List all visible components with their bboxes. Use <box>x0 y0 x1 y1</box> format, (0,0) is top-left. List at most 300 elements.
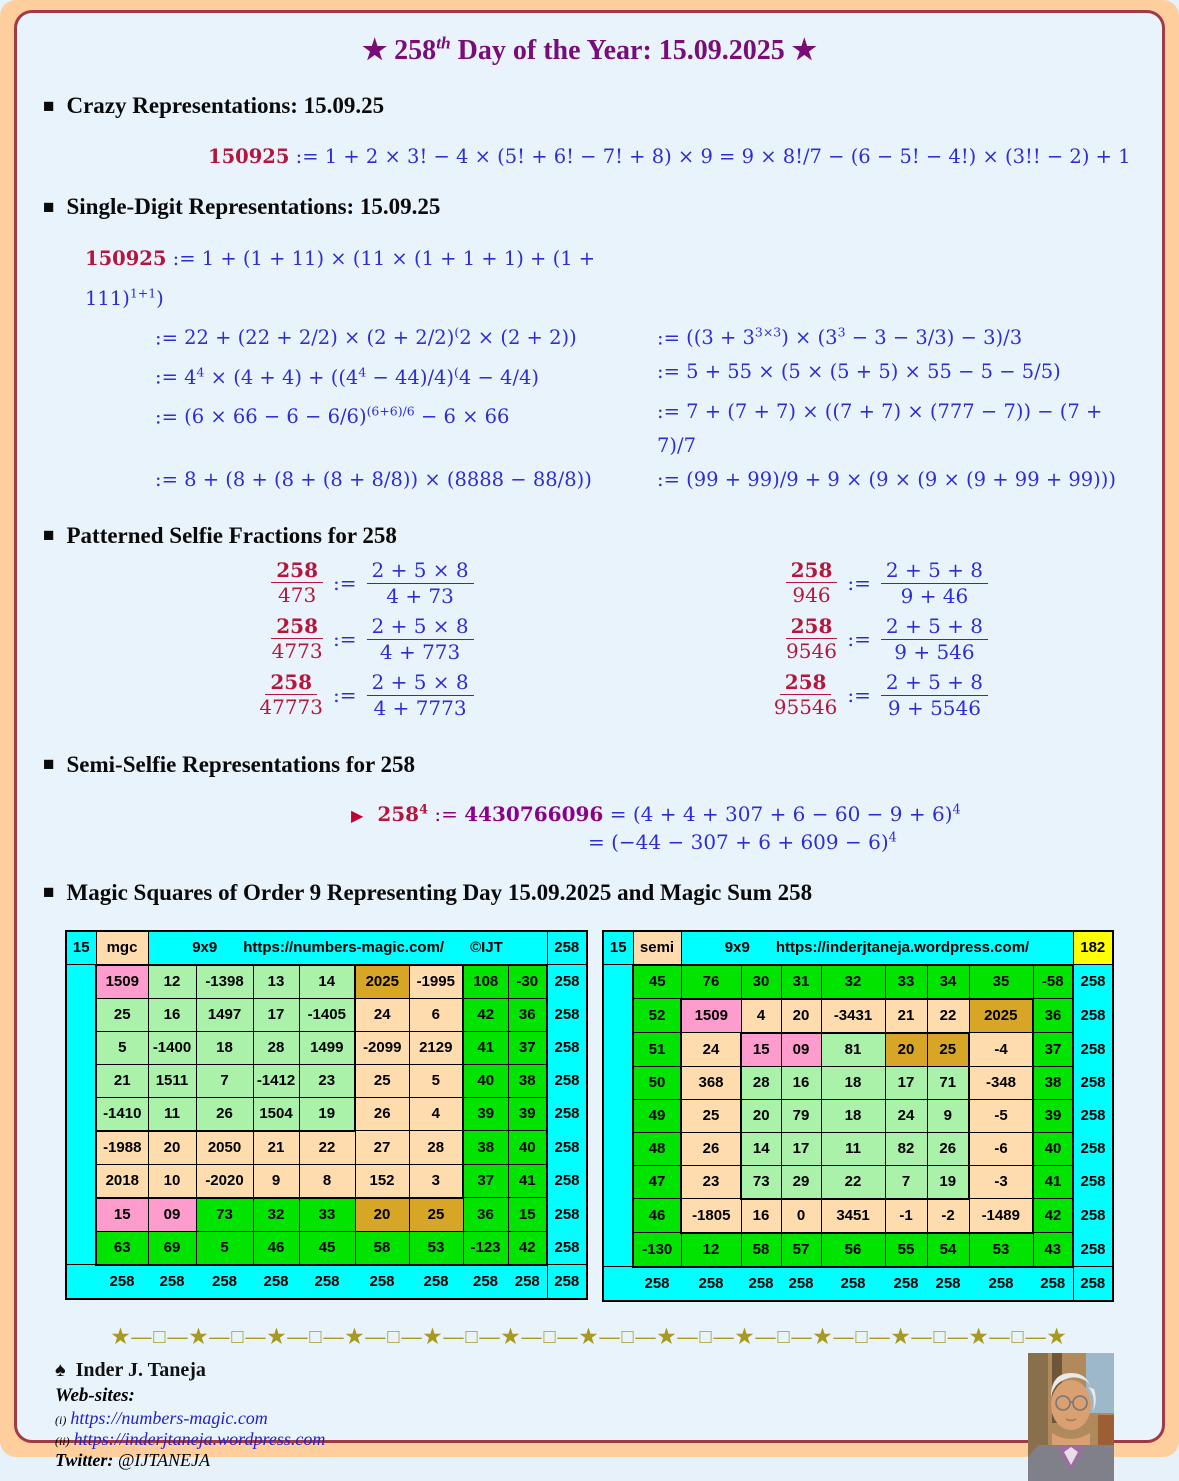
magic-title-part: 9x9 <box>724 939 750 956</box>
fraction-denominator: 4 + 773 <box>379 639 461 664</box>
assign-symbol: := <box>155 405 178 428</box>
magic-cell: 10 <box>148 1164 196 1198</box>
magic-cell: 34 <box>927 965 969 999</box>
magic-cell: 33 <box>299 1198 355 1232</box>
magic-cell: 2018 <box>96 1164 148 1198</box>
magic-cell: 17 <box>253 998 299 1031</box>
magic-row-sum: 258 <box>547 1231 587 1265</box>
selfie-fractions-block <box>43 553 1136 726</box>
sd-expression: $1 + (1 + 11) \times (11 \times (1 + 1 + 1) + (1 + 111)^{1+1})$ <box>85 247 596 310</box>
magic-left-pad <box>66 1031 96 1064</box>
magic-cell: 71 <box>927 1066 969 1099</box>
magic-cell: 152 <box>355 1164 409 1198</box>
semi-selfie-line-2 <box>588 830 1136 854</box>
magic-footer-row <box>603 1267 1113 1301</box>
magic-row <box>603 965 1113 999</box>
magic-cell: -1398 <box>196 965 253 999</box>
magic-cell: 22 <box>821 1165 885 1199</box>
assign-symbol: := <box>155 467 178 491</box>
magic-cell: 12 <box>148 965 196 999</box>
fraction-numerator: 2 + 5 + 8 <box>881 614 988 640</box>
magic-row <box>66 998 587 1031</box>
magic-cell: 53 <box>969 1233 1033 1267</box>
magic-cell: 24 <box>681 1033 741 1067</box>
magic-cell: 14 <box>741 1132 781 1165</box>
magic-sum-header: 182 <box>1073 931 1113 965</box>
document-card <box>14 10 1165 1470</box>
star-divider: ★—□—★—□—★—□—★—□—★—□—★—□—★—□—★—□—★—□—★—□—★—□—★—□—★ <box>111 1325 1068 1348</box>
magic-cell: 26 <box>196 1097 253 1131</box>
magic-left-pad <box>603 1199 633 1233</box>
magic-cell: 47 <box>633 1165 681 1199</box>
magic-cell: 21 <box>885 999 927 1033</box>
magic-row <box>66 965 587 999</box>
magic-cell: 32 <box>821 965 885 999</box>
magic-row-sum: 258 <box>547 1198 587 1232</box>
magic-cell: 53 <box>409 1231 463 1265</box>
magic-left-pad <box>603 1267 633 1301</box>
magic-cell: 48 <box>633 1132 681 1165</box>
magic-cell: 5 <box>409 1064 463 1097</box>
sd-expression: $(6 \times 66 - 6 - 6/6)^{(6+6)/6} - 6 \times 66$ <box>184 403 510 428</box>
square-bullet-icon: ■ <box>43 525 55 546</box>
crazy-equation <box>208 145 1136 168</box>
magic-cell: -1489 <box>969 1199 1033 1233</box>
magic-left-pad <box>66 1097 96 1131</box>
magic-cell: -1805 <box>681 1199 741 1233</box>
magic-cell: -1405 <box>299 998 355 1031</box>
magic-row <box>603 999 1113 1033</box>
selfie-fraction-row <box>211 558 474 609</box>
magic-cell: 54 <box>927 1233 969 1267</box>
magic-cell: 46 <box>633 1199 681 1233</box>
magic-cell: 21 <box>253 1131 299 1165</box>
link-index: (ii) <box>55 1433 70 1448</box>
fraction-numerator: 2 + 5 + 8 <box>881 670 988 696</box>
crazy-body: 1 + 2 × 3! − 4 × (5! + 6! − 7! + 8) × 9 = 9 × 8!/7 − (6 − 5! − 4!) × (3!! − 2) + 1 <box>324 145 1131 168</box>
author-photo <box>1028 1353 1114 1481</box>
heading-selfie-label: Patterned Selfie Fractions for 258 <box>66 522 397 548</box>
twitter-handle: @IJTANEJA <box>117 1449 211 1470</box>
sd-right-row <box>657 316 1136 356</box>
magic-row <box>66 1064 587 1097</box>
magic-row-sum: 258 <box>1073 1165 1113 1199</box>
magic-cell: 1511 <box>148 1064 196 1097</box>
magic-cell: 25 <box>927 1033 969 1067</box>
magic-cell: 33 <box>885 965 927 999</box>
magic-title <box>681 931 1073 965</box>
magic-cell: 43 <box>1033 1233 1073 1267</box>
assign-symbol: := <box>333 683 357 707</box>
magic-cell: 0 <box>781 1199 821 1233</box>
magic-cell: -1988 <box>96 1131 148 1165</box>
magic-cell: 37 <box>463 1164 508 1198</box>
sd-expression: 8 + (8 + (8 + (8 + 8/8)) × (8888 − 88/8)) <box>184 467 592 491</box>
magic-cell: 24 <box>885 1099 927 1132</box>
assign-symbol: := <box>333 571 357 595</box>
fraction-numerator: 258 <box>780 670 832 695</box>
magic-row <box>603 1165 1113 1199</box>
magic-cell: 69 <box>148 1231 196 1265</box>
magic-title-part: ©IJT <box>470 939 503 956</box>
fraction-numerator: 2 + 5 × 8 <box>367 614 474 640</box>
magic-cell: 22 <box>927 999 969 1033</box>
magic-cell: 23 <box>299 1064 355 1097</box>
magic-left-pad <box>603 1033 633 1067</box>
magic-row <box>66 1097 587 1131</box>
document-content <box>17 13 1162 1471</box>
magic-table-mgc <box>65 930 588 1302</box>
magic-cell: 31 <box>781 965 821 999</box>
page-title <box>43 33 1136 67</box>
rhs-fraction <box>881 558 988 609</box>
magic-cell: 38 <box>508 1064 547 1097</box>
lhs-fraction <box>259 670 323 720</box>
magic-cell: -1410 <box>96 1097 148 1131</box>
magic-cell: -123 <box>463 1231 508 1265</box>
author-name: Inder J. Taneja <box>75 1358 206 1381</box>
title-post: Day of the Year: 15.09.2025 ★ <box>450 35 817 66</box>
magic-cell: 3451 <box>821 1199 885 1233</box>
rhs-fraction <box>367 670 474 721</box>
magic-table-semi <box>602 930 1114 1302</box>
magic-cell: 5 <box>196 1231 253 1265</box>
assign-symbol: := <box>657 326 680 349</box>
assign-symbol: := <box>657 467 680 491</box>
magic-cell: 3 <box>409 1164 463 1198</box>
spade-icon: ♠ <box>55 1358 66 1381</box>
magic-cell: 39 <box>1033 1099 1073 1132</box>
fraction-denominator: 47773 <box>259 695 323 719</box>
magic-cell: 19 <box>927 1165 969 1199</box>
magic-cell: 18 <box>821 1099 885 1132</box>
magic-row <box>66 1164 587 1198</box>
magic-cell: 45 <box>299 1231 355 1265</box>
magic-row-sum: 258 <box>547 1097 587 1131</box>
twitter-label: Twitter: <box>55 1449 114 1470</box>
magic-cell: 26 <box>355 1097 409 1131</box>
fraction-denominator: 473 <box>278 583 317 607</box>
magic-row-sum: 258 <box>1073 1233 1113 1267</box>
assign-symbol: := <box>657 360 680 383</box>
magic-cell: 11 <box>821 1132 885 1165</box>
magic-row <box>66 1231 587 1265</box>
magic-col-sum: 258 <box>633 1267 681 1301</box>
magic-row <box>603 1066 1113 1099</box>
fraction-numerator: 258 <box>265 670 317 695</box>
magic-cell: -1995 <box>409 965 463 999</box>
magic-cell: 73 <box>741 1165 781 1199</box>
heading-crazy <box>43 93 1136 119</box>
magic-cell: 368 <box>681 1066 741 1099</box>
magic-cell: 5 <box>96 1031 148 1064</box>
fraction-numerator: 258 <box>786 558 838 583</box>
magic-cell: 9 <box>253 1164 299 1198</box>
heading-magic-squares <box>43 880 1136 906</box>
magic-cell: 14 <box>299 965 355 999</box>
magic-cell: 17 <box>781 1132 821 1165</box>
magic-cell: 42 <box>463 998 508 1031</box>
magic-row-sum: 258 <box>547 1064 587 1097</box>
magic-left-pad <box>66 965 96 999</box>
sd-left-row <box>85 355 657 395</box>
magic-cell: -5 <box>969 1099 1033 1132</box>
magic-cell: 20 <box>355 1198 409 1232</box>
magic-tables <box>43 930 1136 1302</box>
numbers-magic-link[interactable]: https://numbers-magic.com <box>70 1407 268 1428</box>
magic-cell: -2020 <box>196 1164 253 1198</box>
magic-cell: 21 <box>96 1064 148 1097</box>
selfie-fraction-row <box>725 558 988 609</box>
author-line <box>55 1359 1136 1383</box>
wordpress-link[interactable]: https://inderjtaneja.wordpress.com <box>73 1428 326 1449</box>
magic-cell: -6 <box>969 1132 1033 1165</box>
sd-expression: $((3 + 3^{3\times 3}) \times (3^3 - 3 - 3/3) - 3)/3$ <box>686 324 1023 349</box>
fraction-denominator: 9 + 546 <box>894 639 975 664</box>
magic-cell: 36 <box>508 998 547 1031</box>
magic-cell: 11 <box>148 1097 196 1131</box>
magic-cell: 20 <box>781 999 821 1033</box>
magic-cell: 6 <box>409 998 463 1031</box>
magic-left-pad <box>66 1164 96 1198</box>
magic-row-sum: 258 <box>547 1164 587 1198</box>
magic-cell: 2025 <box>969 999 1033 1033</box>
magic-cell: 82 <box>885 1132 927 1165</box>
websites-label: Web-sites: <box>55 1385 135 1407</box>
magic-row-sum: 258 <box>1073 965 1113 999</box>
magic-left-pad <box>603 1233 633 1267</box>
magic-grand-total: 258 <box>547 1265 587 1299</box>
magic-cell: 9 <box>927 1099 969 1132</box>
magic-row-sum: 258 <box>547 998 587 1031</box>
twitter-line <box>55 1450 1136 1471</box>
magic-cell: 57 <box>781 1233 821 1267</box>
magic-cell: 30 <box>741 965 781 999</box>
link-index: (i) <box>55 1412 67 1427</box>
magic-cell: 35 <box>969 965 1033 999</box>
magic-cell: 16 <box>148 998 196 1031</box>
magic-cell: -1 <box>885 1199 927 1233</box>
sd-expression: $4^4 \times (4 + 4) + ((4^4 - 44)/4)^(4 - 4/4$) <box>184 364 540 389</box>
selfie-fraction-row <box>725 614 988 665</box>
heading-magic-squares-label: Magic Squares of Order 9 Representing Day 15.09.2025 and Magic Sum 258 <box>66 879 813 905</box>
magic-cell: 15 <box>741 1033 781 1067</box>
magic-cell: -1412 <box>253 1064 299 1097</box>
fraction-denominator: 4 + 73 <box>386 583 454 608</box>
magic-row-sum: 258 <box>547 1131 587 1165</box>
square-bullet-icon: ■ <box>43 882 55 903</box>
magic-cell: 1497 <box>196 998 253 1031</box>
magic-cell: 20 <box>148 1131 196 1165</box>
magic-row-sum: 258 <box>547 965 587 999</box>
selfie-left-group <box>211 553 474 726</box>
magic-corner-label: 15 <box>66 931 96 965</box>
magic-cell: -3 <box>969 1165 1033 1199</box>
magic-cell: 76 <box>681 965 741 999</box>
assign-symbol: := <box>847 627 871 651</box>
assign-symbol: := <box>155 326 178 349</box>
magic-cell: 58 <box>355 1231 409 1265</box>
magic-col-sum: 258 <box>355 1265 409 1299</box>
magic-cell: 63 <box>96 1231 148 1265</box>
magic-cell: 2025 <box>355 965 409 999</box>
sd-right-row <box>657 395 1136 463</box>
fraction-numerator: 258 <box>271 614 323 639</box>
fraction-denominator: 9 + 5546 <box>887 695 981 720</box>
magic-cell: 26 <box>927 1132 969 1165</box>
fraction-numerator: 258 <box>786 614 838 639</box>
magic-cell: 39 <box>508 1097 547 1131</box>
fraction-denominator: 95546 <box>773 695 838 719</box>
magic-cell: 29 <box>781 1165 821 1199</box>
magic-cell: 56 <box>821 1233 885 1267</box>
magic-cell: 4 <box>741 999 781 1033</box>
magic-cell: 12 <box>681 1233 741 1267</box>
magic-col-sum: 258 <box>196 1265 253 1299</box>
magic-cell: 25 <box>681 1099 741 1132</box>
sd-right-row <box>657 242 1136 316</box>
magic-cell: 46 <box>253 1231 299 1265</box>
selfie-fraction-row <box>725 670 988 721</box>
sd-right-row <box>657 463 1136 497</box>
assign-symbol: := <box>155 365 178 389</box>
square-bullet-icon: ■ <box>43 196 55 218</box>
magic-col-sum: 258 <box>409 1265 463 1299</box>
assign-symbol: := <box>657 399 680 423</box>
magic-cell: 40 <box>463 1064 508 1097</box>
magic-cell: 1504 <box>253 1097 299 1131</box>
assign-symbol: := <box>847 571 871 595</box>
magic-title-part: https://numbers-magic.com/ <box>243 939 445 956</box>
magic-left-pad <box>603 1066 633 1099</box>
magic-row-sum: 258 <box>1073 1066 1113 1099</box>
semi-lhs: $258^4$ <box>377 801 428 826</box>
assign-symbol: := <box>434 801 458 826</box>
assign-symbol: := <box>295 145 319 168</box>
magic-left-pad <box>603 965 633 999</box>
fraction-denominator: 9 + 46 <box>900 583 969 608</box>
magic-row <box>66 1198 587 1232</box>
magic-cell: 16 <box>781 1066 821 1099</box>
magic-cell: 25 <box>355 1064 409 1097</box>
sd-right-row <box>657 355 1136 395</box>
title-ordinal: th <box>436 33 451 53</box>
magic-cell: 7 <box>196 1064 253 1097</box>
magic-col-sum: 258 <box>148 1265 196 1299</box>
magic-cell: 18 <box>196 1031 253 1064</box>
magic-col-sum: 258 <box>821 1267 885 1301</box>
magic-cell: 26 <box>681 1132 741 1165</box>
magic-cell: 28 <box>409 1131 463 1165</box>
magic-left-pad <box>66 1198 96 1232</box>
semi-value: 4430766096 <box>464 801 604 826</box>
magic-tag: semi <box>633 931 681 965</box>
rhs-fraction <box>367 614 474 665</box>
magic-col-sum: 258 <box>681 1267 741 1301</box>
magic-left-pad <box>66 1231 96 1265</box>
triangle-bullet-icon: ▶ <box>351 805 364 825</box>
sd-left-row <box>85 242 657 316</box>
magic-cell: -2 <box>927 1199 969 1233</box>
heading-selfie-fractions <box>43 523 1136 549</box>
magic-cell: -2099 <box>355 1031 409 1064</box>
selfie-right-group <box>725 553 988 726</box>
magic-cell: 2050 <box>196 1131 253 1165</box>
magic-cell: 20 <box>741 1099 781 1132</box>
magic-cell: 19 <box>299 1097 355 1131</box>
magic-sum-header: 258 <box>547 931 587 965</box>
title-pre: ★ 258 <box>362 35 437 66</box>
rhs-fraction <box>881 614 988 665</box>
magic-footer-row <box>66 1265 587 1299</box>
sd-expression: (99 + 99)/9 + 9 × (9 × (9 × (9 + 99 + 99))) <box>686 467 1116 491</box>
magic-cell: 28 <box>253 1031 299 1064</box>
lhs-fraction <box>786 614 838 664</box>
magic-cell: 4 <box>409 1097 463 1131</box>
magic-left-pad <box>66 1131 96 1165</box>
magic-cell: 1509 <box>681 999 741 1033</box>
magic-cell: -348 <box>969 1066 1033 1099</box>
fraction-denominator: 4773 <box>271 639 323 663</box>
magic-cell: 79 <box>781 1099 821 1132</box>
heading-single-digit-label: Single-Digit Representations: 15.09.25 <box>66 194 441 219</box>
magic-cell: 51 <box>633 1033 681 1067</box>
semi-selfie-line-1 <box>351 802 1136 826</box>
magic-cell: 37 <box>1033 1033 1073 1067</box>
magic-col-sum: 258 <box>969 1267 1033 1301</box>
fraction-denominator: 9546 <box>786 639 837 663</box>
lhs-fraction <box>786 558 838 608</box>
magic-cell: 55 <box>885 1233 927 1267</box>
magic-title <box>148 931 547 965</box>
magic-col-sum: 258 <box>508 1265 547 1299</box>
magic-cell: 09 <box>781 1033 821 1067</box>
magic-cell: 15 <box>96 1198 148 1232</box>
magic-cell: -30 <box>508 965 547 999</box>
heading-crazy-label: Crazy Representations: 15.09.25 <box>66 93 385 118</box>
lhs-fraction <box>271 614 323 664</box>
website-link-row <box>55 1429 1136 1450</box>
selfie-fraction-row <box>211 670 474 721</box>
assign-symbol: := <box>172 247 196 270</box>
magic-cell: 38 <box>463 1131 508 1165</box>
fraction-denominator: 4 + 7773 <box>373 695 467 720</box>
magic-cell: 42 <box>1033 1199 1073 1233</box>
magic-row-sum: 258 <box>1073 1033 1113 1067</box>
magic-cell: 25 <box>96 998 148 1031</box>
magic-cell: 41 <box>463 1031 508 1064</box>
magic-cell: 39 <box>463 1097 508 1131</box>
magic-col-sum: 258 <box>463 1265 508 1299</box>
magic-cell: 40 <box>1033 1132 1073 1165</box>
magic-cell: 37 <box>508 1031 547 1064</box>
rhs-fraction <box>367 558 474 609</box>
magic-col-sum: 258 <box>253 1265 299 1299</box>
magic-cell: -58 <box>1033 965 1073 999</box>
fraction-numerator: 258 <box>271 558 323 583</box>
magic-row <box>603 1033 1113 1067</box>
magic-cell: 09 <box>148 1198 196 1232</box>
magic-cell: 41 <box>1033 1165 1073 1199</box>
magic-col-sum: 258 <box>927 1267 969 1301</box>
magic-cell: 13 <box>253 965 299 999</box>
magic-row <box>603 1099 1113 1132</box>
magic-col-sum: 258 <box>781 1267 821 1301</box>
magic-row <box>603 1233 1113 1267</box>
magic-cell: 73 <box>196 1198 253 1232</box>
magic-cell: 32 <box>253 1198 299 1232</box>
sd-lhs: 150925 <box>85 247 167 270</box>
